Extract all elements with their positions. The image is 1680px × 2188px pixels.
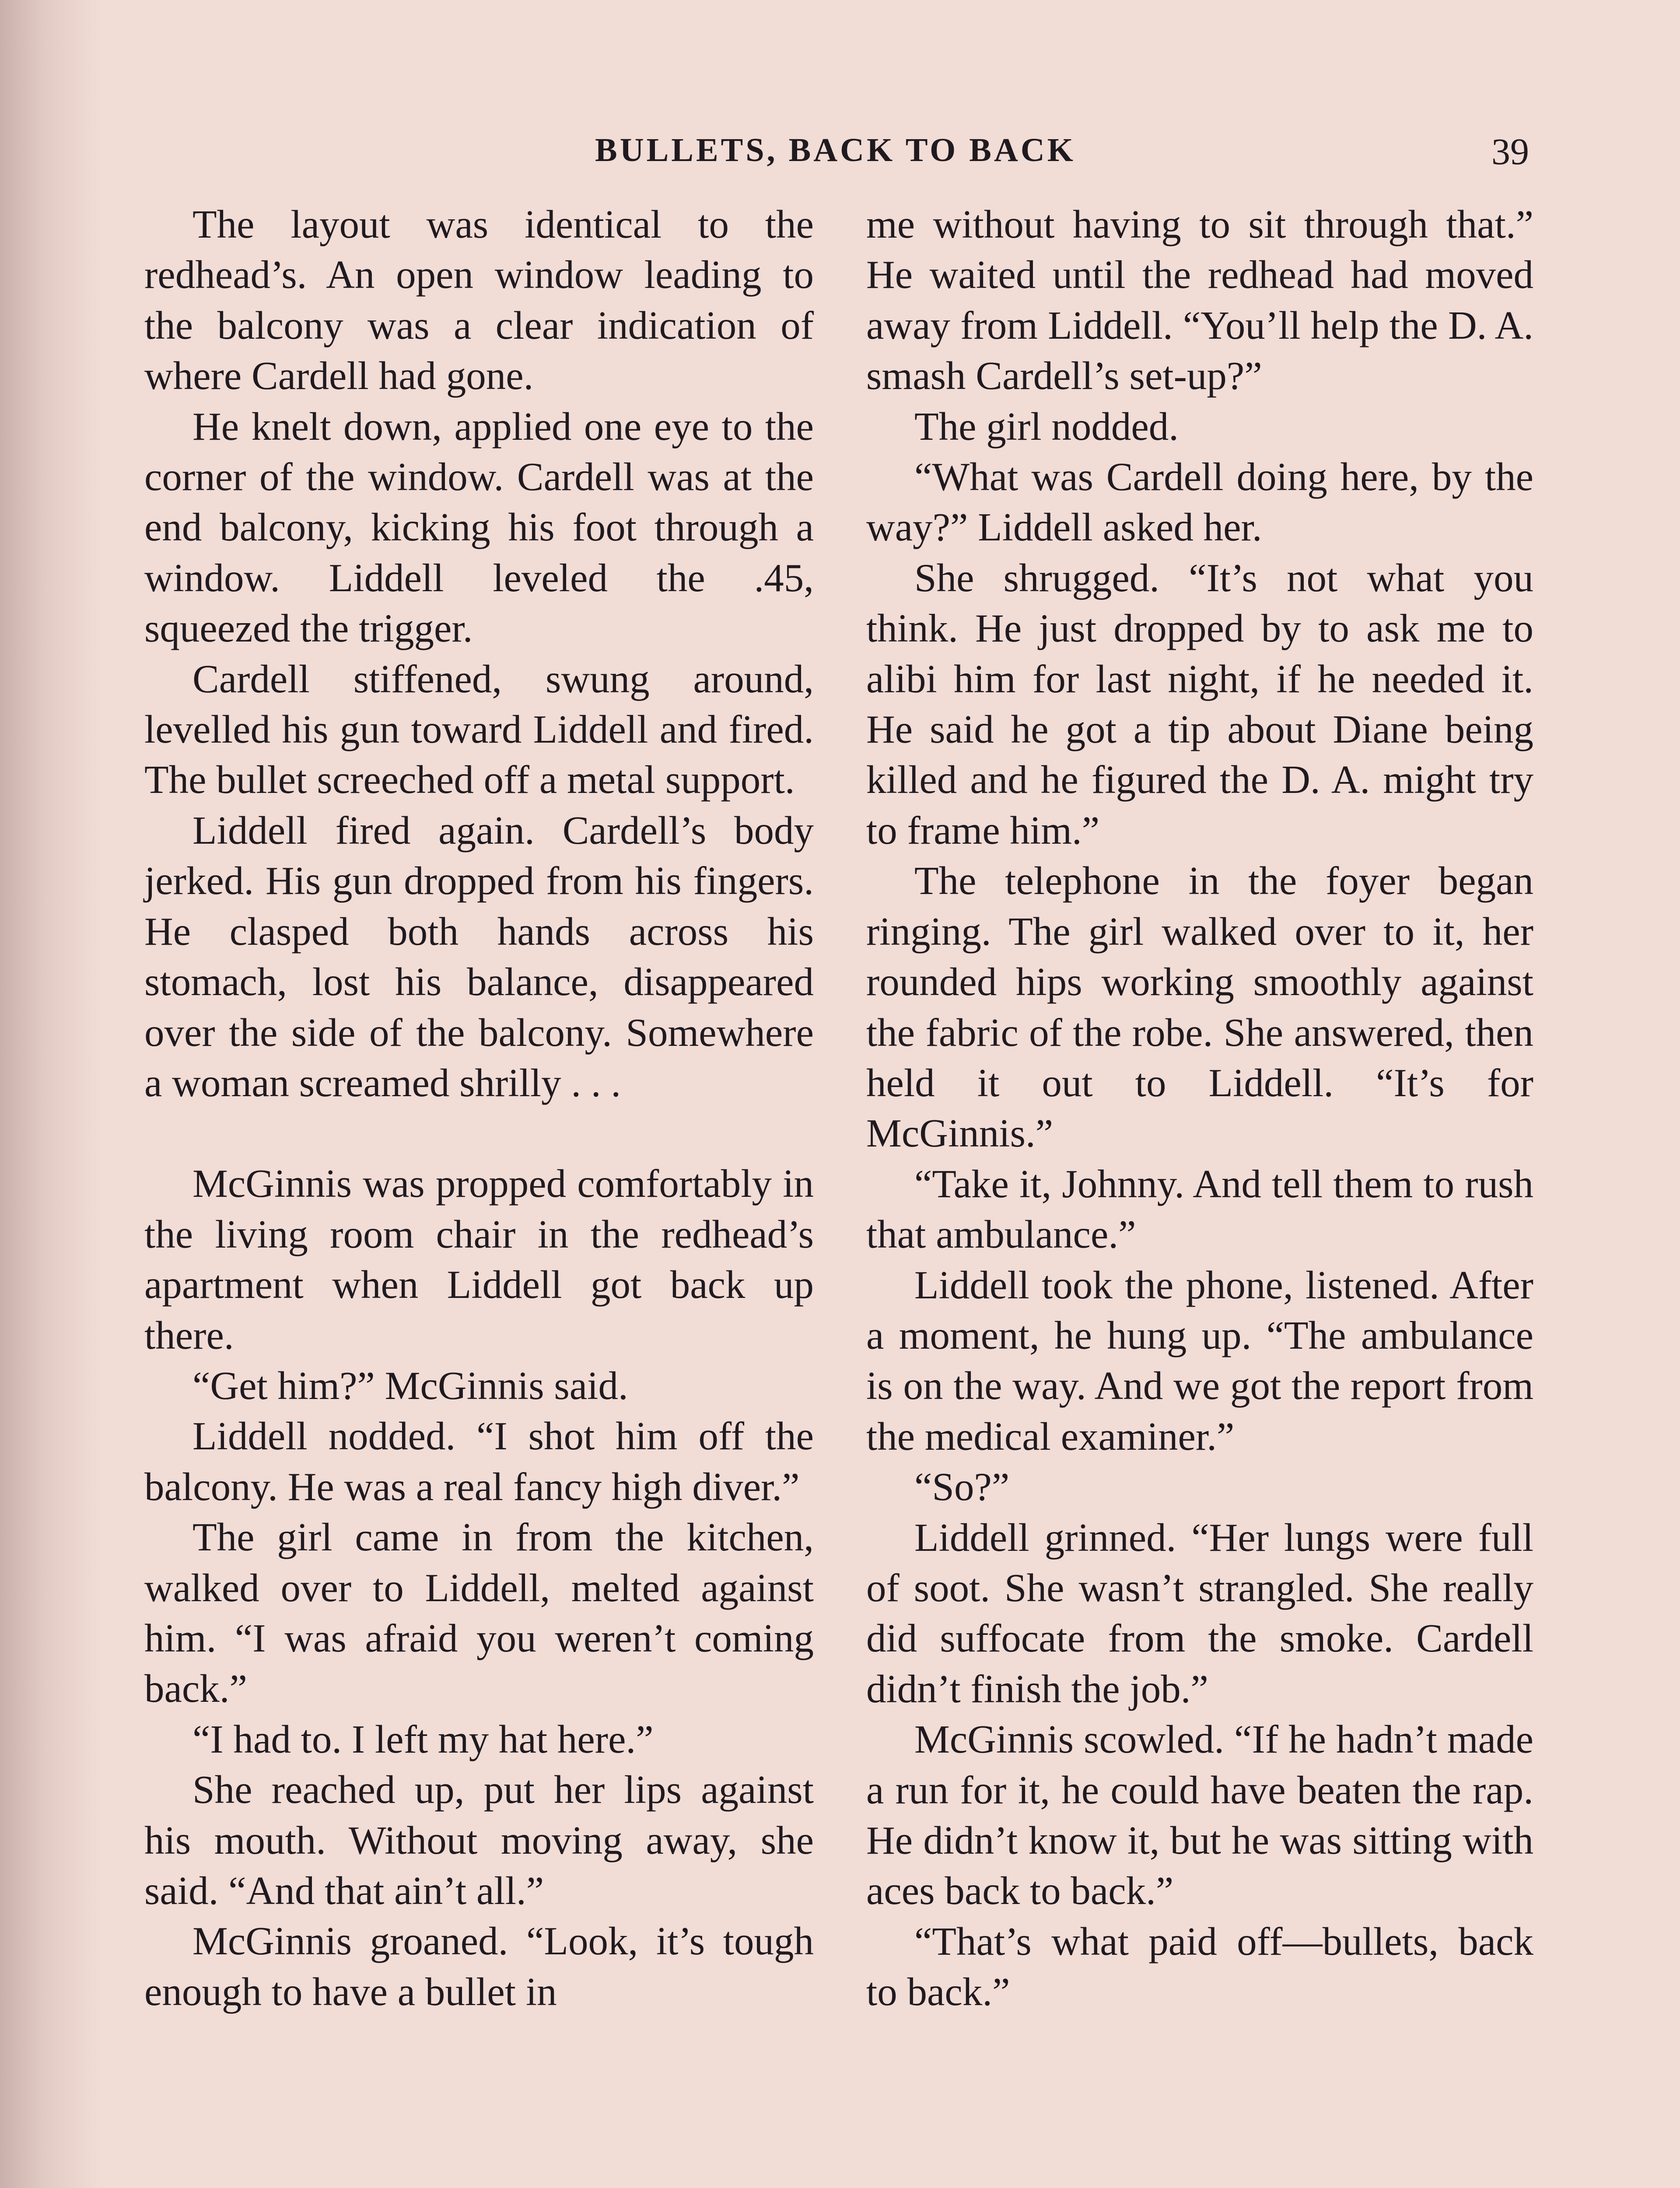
paragraph: “I had to. I left my hat here.” — [192, 1717, 654, 1761]
paragraph: He knelt down, applied one eye to the corner of the window. Cardell was at the end balcony, kicking his foot through a window. Liddell leveled the .45, squeezed the trigger. — [144, 404, 814, 651]
paragraph: McGinnis scowled. “If he hadn’t made a run for it, he could have beaten the rap. He didn’t know it, but he was sitting with aces back to back.” — [866, 1717, 1533, 1913]
paragraph: McGinnis groaned. “Look, it’s tough enough to have a bullet in — [144, 1919, 814, 2014]
paragraph: She reached up, put her lips against his mouth. Without moving away, she said. “And that ain’t all.” — [144, 1767, 814, 1913]
running-title: BULLETS, BACK TO BACK — [595, 132, 1076, 168]
paragraph: Cardell stiffened, swung around, levelled his gun toward Liddell and fired. The bullet screeched off a metal support. — [144, 656, 814, 802]
paragraph: The telephone in the foyer began ringing. The girl walked over to it, her rounded hips working smoothly against the fabric of the robe. She answered, then held it out to Liddell. “It’s for McGinnis.” — [866, 859, 1533, 1156]
paragraph: “So?” — [914, 1465, 1010, 1509]
paragraph: McGinnis was propped comfortably in the living room chair in the redhead’s apartment when Liddell got back up there. — [144, 1161, 814, 1357]
paragraph: Liddell fired again. Cardell’s body jerked. His gun dropped from his fingers. He clasped both hands across his stomach, lost his balance, disappeared over the side of the balcony. Somewhere a woman screamed shrilly . . . — [144, 808, 814, 1105]
paragraph: “Get him?” McGinnis said. — [192, 1363, 628, 1408]
paragraph: Liddell grinned. “Her lungs were full of soot. She wasn’t strangled. She really did suffocate from the smoke. Cardell didn’t finish the job.” — [866, 1515, 1533, 1711]
right-text-column — [866, 199, 1533, 2017]
page-gutter-shadow — [0, 0, 101, 2188]
paragraph: The girl nodded. — [914, 404, 1179, 449]
paragraph: me without having to sit through that.” He waited until the redhead had moved away from Liddell. “You’ll help the D. A. smash Cardell’s set-up?” — [866, 202, 1533, 398]
paragraph: The girl came in from the kitchen, walked over to Liddell, melted against him. “I was afraid you weren’t coming back.” — [144, 1515, 814, 1711]
page-number: 39 — [1491, 130, 1529, 172]
section-break — [144, 1108, 814, 1158]
paragraph: “Take it, Johnny. And tell them to rush that ambulance.” — [866, 1161, 1533, 1257]
paragraph: Liddell took the phone, listened. After a moment, he hung up. “The ambulance is on the way. And we got the report from the medical examiner.” — [866, 1262, 1533, 1459]
paragraph: She shrugged. “It’s not what you think. He just dropped by to ask me to alibi him for last night, if he needed it. He said he got a tip about Diane being killed and he figured the D. A. might try to frame him.” — [866, 555, 1533, 852]
paragraph: Liddell nodded. “I shot him off the balcony. He was a real fancy high diver.” — [144, 1414, 814, 1509]
paragraph: The layout was identical to the redhead’s. An open window leading to the balcony was a clear indication of where Cardell had gone. — [144, 202, 814, 398]
paragraph: “What was Cardell doing here, by the way?” Liddell asked her. — [866, 455, 1533, 550]
paragraph: “That’s what paid off—bullets, back to back.” — [866, 1919, 1533, 2014]
left-text-column — [144, 199, 814, 2017]
